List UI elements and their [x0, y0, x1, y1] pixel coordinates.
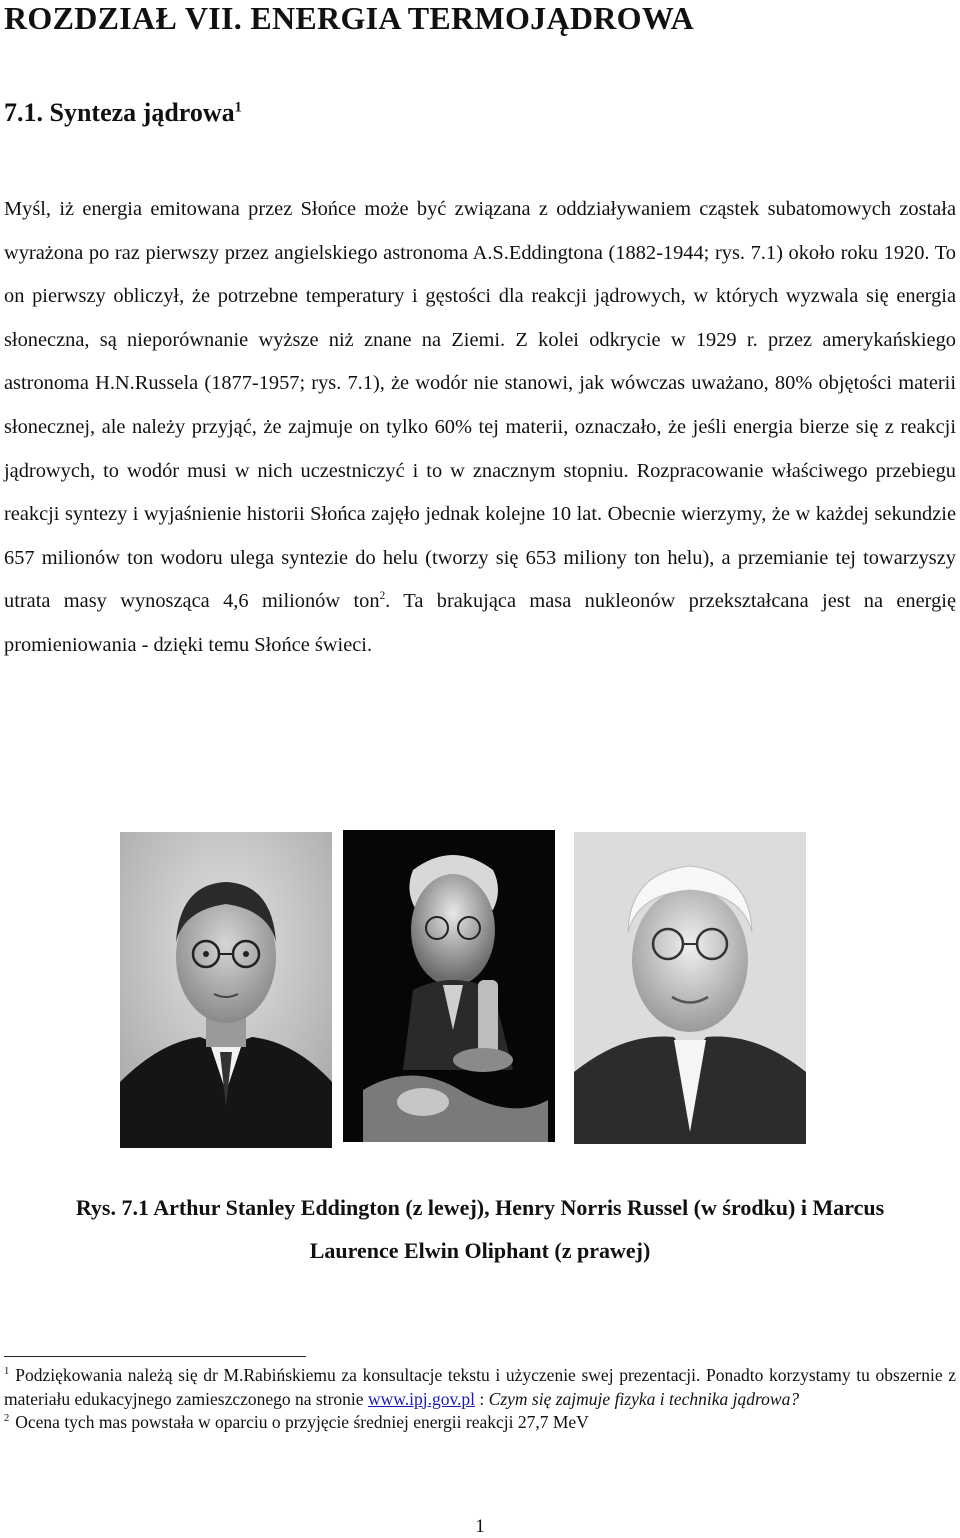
body-footnote-ref: 2 [379, 590, 386, 603]
figure-photos [0, 830, 960, 1150]
body-paragraph [4, 188, 956, 668]
portrait-russel-image [343, 830, 555, 1142]
footnote-1 [4, 1364, 956, 1411]
footnote-2 [4, 1411, 956, 1435]
footnote-1-text: Podziękowania należą się dr M.Rabińskiemu za konsultacje tekstu i użyczenie swej prezentacji. Ponadto korzystamy tu obszernie z materiału edukacyjnego zamieszczonego na stronie [4, 1365, 956, 1409]
photo-russel [343, 830, 555, 1142]
footnote-1-separator: : [475, 1388, 489, 1409]
footnote-2-text: Ocena tych mas powstała w oparciu o przyjęcie średniej energii reakcji 27,7 MeV [15, 1412, 589, 1432]
photo-eddington [120, 832, 332, 1148]
figure-caption-line-1: Rys. 7.1 Arthur Stanley Eddington (z lewej), Henry Norris Russel (w środku) i Marcus [75, 1195, 885, 1220]
footnote-2-mark: 2 [4, 1413, 10, 1425]
section-footnote-ref: 1 [234, 99, 242, 116]
body-text-end: . Ta brakująca masa nukleonów przekształcana jest na energię promieniowania - dzięki temu Słońce świeci. [4, 590, 957, 656]
footnote-1-mark: 1 [4, 1366, 10, 1378]
chapter-title: ROZDZIAŁ VII. ENERGIA TERMOJĄDROWA [4, 0, 695, 36]
figure-caption-line-2: Laurence Elwin Oliphant (z prawej) [309, 1238, 651, 1263]
figure-caption [0, 1186, 960, 1272]
portrait-eddington-image [120, 832, 332, 1148]
body-text: Myśl, iż energia emitowana przez Słońce może być związana z oddziaływaniem cząstek subatomowych została wyrażona po raz pierwszy przez angielskiego astronoma A.S.Eddingtona (1882-1944; rys. 7.1) około roku 1920. To on pierwszy obliczył, że potrzebne temperatury i gęstości dla reakcji jądrowych, w których wyzwala się energia słoneczna, są nieporównanie wyższe niż znane na Ziemi. Z kolei odkrycie w 1929 r. przez amerykańskiego astronoma H.N.Russela (1877-1957; rys. 7.1), że wodór nie stanowi, jak wówczas uważano, 80% objętości materii słonecznej, ale należy przyjąć, że zajmuje on tylko 60% tej materii, oznaczało, że jeśli energia bierze się z reakcji jądrowych, to wodór musi w nich uczestniczyć i to w znacznym stopniu. Rozpracowanie właściwego przebiegu reakcji syntezy i wyjaśnienie historii Słońca zajęło jednak kolejne 10 lat. Obecnie wierzymy, że w każdej sekundzie 657 milionów ton wodoru ulega syntezie do helu (tworzy się 653 miliony ton helu), a przemianie tej towarzyszy utrata masy wynosząca 4,6 milionów ton [4, 198, 956, 613]
section-title: 7.1. Synteza jądrowa [4, 98, 235, 127]
footnote-1-italic: Czym się zajmuje fizyka i technika jądrowa? [488, 1388, 800, 1409]
page-number: 1 [475, 1516, 485, 1537]
photo-oliphant [574, 832, 806, 1144]
footnotes [4, 1364, 956, 1435]
section-heading [4, 98, 242, 128]
footnote-separator [4, 1356, 306, 1357]
footnote-1-link[interactable]: www.ipj.gov.pl [367, 1388, 476, 1409]
portrait-oliphant-image [574, 832, 806, 1144]
